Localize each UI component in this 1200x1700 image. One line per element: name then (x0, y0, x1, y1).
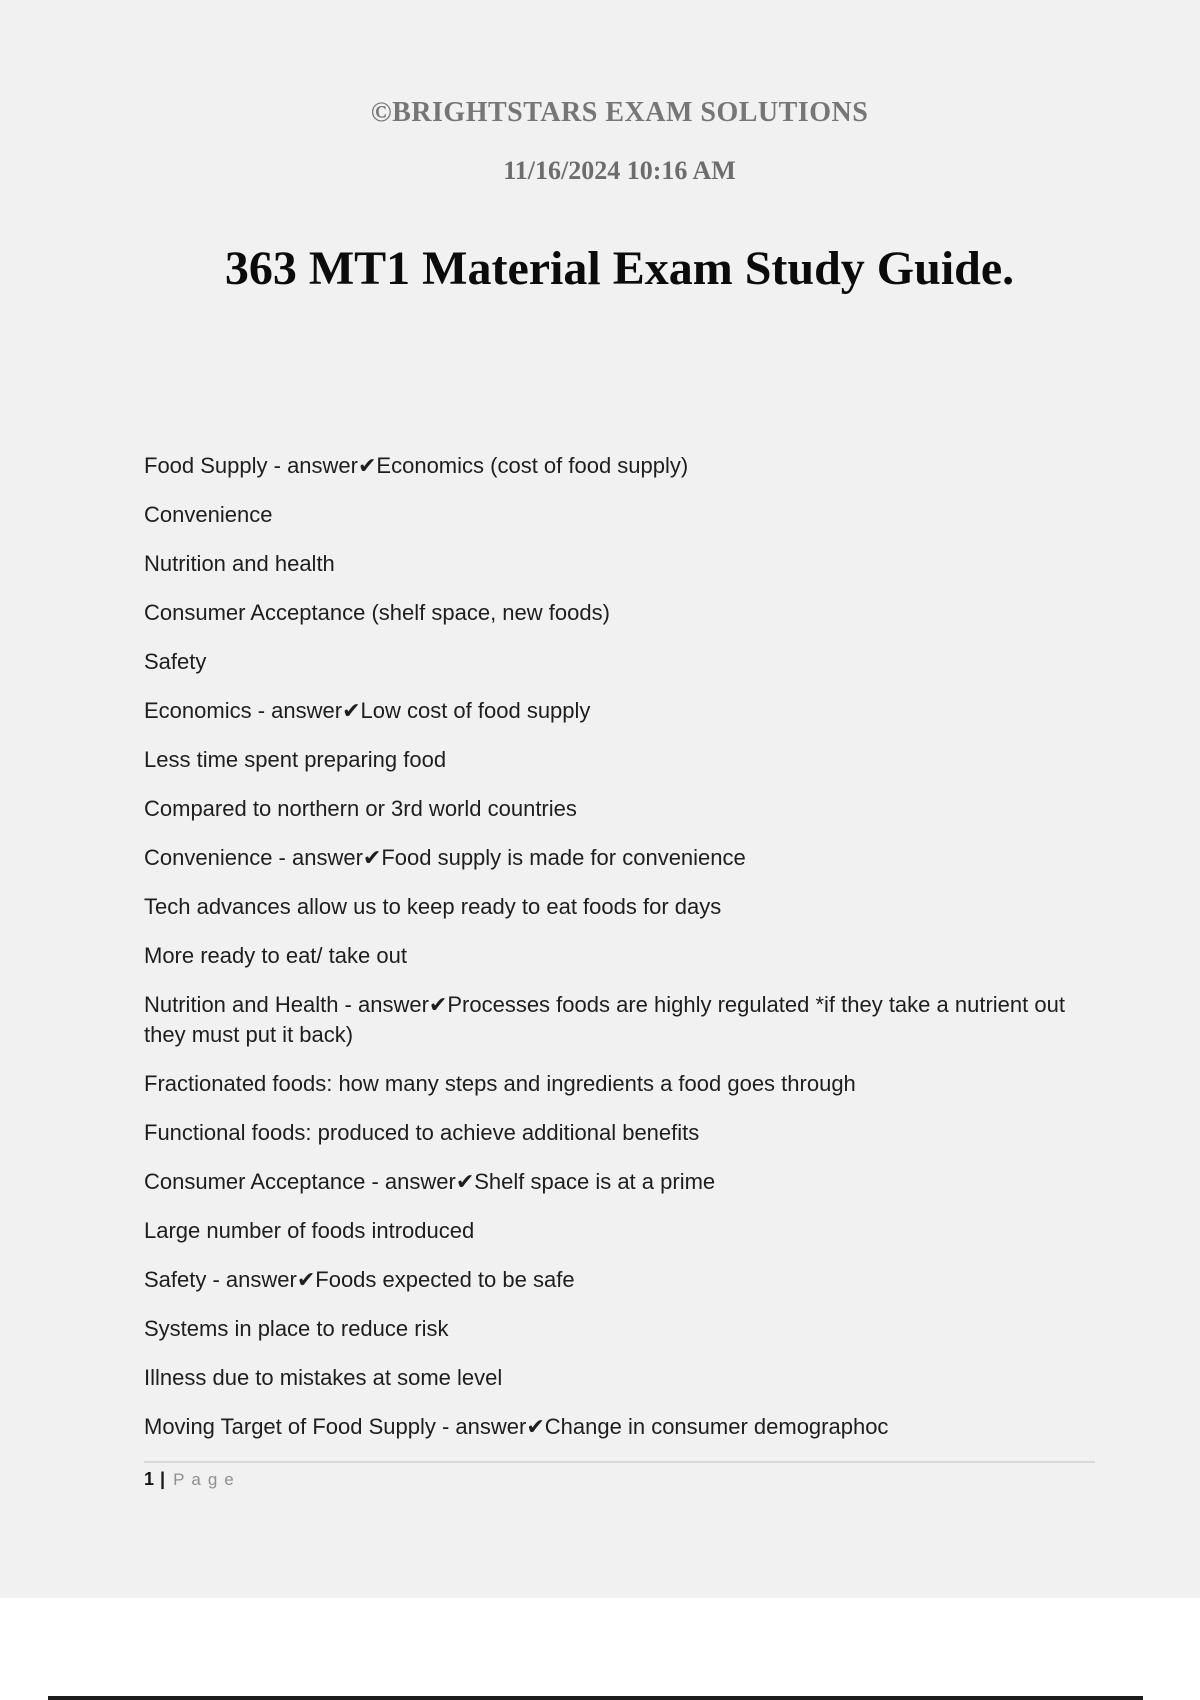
study-line: Food Supply - answer✔Economics (cost of food supply) (144, 453, 689, 478)
study-line: Safety (144, 649, 207, 674)
study-line: Moving Target of Food Supply - answer✔Change in consumer demographoc (144, 1414, 889, 1439)
study-line: Nutrition and Health - answer✔Processes foods are highly regulated *if they take a nutrient out they must put it back) (144, 992, 1065, 1047)
study-line: Safety - answer✔Foods expected to be safe (144, 1267, 575, 1292)
study-line: Functional foods: produced to achieve additional benefits (144, 1120, 700, 1145)
study-line: Tech advances allow us to keep ready to eat foods for days (144, 894, 722, 919)
document-datetime: 11/16/2024 10:16 AM (503, 156, 736, 185)
study-line: Nutrition and health (144, 551, 335, 576)
study-line: More ready to eat/ take out (144, 943, 407, 968)
study-line: Large number of foods introduced (144, 1218, 475, 1243)
page-number-separator: | (160, 1469, 166, 1489)
document-header (144, 97, 1095, 298)
study-line: Less time spent preparing food (144, 747, 447, 772)
page-footer (144, 1461, 1095, 1492)
copyright-brand-heading: ©BRIGHTSTARS EXAM SOLUTIONS (370, 97, 869, 128)
study-line: Economics - answer✔Low cost of food supply (144, 698, 591, 723)
footer-divider (144, 1461, 1095, 1463)
study-line: Consumer Acceptance - answer✔Shelf space is at a prime (144, 1169, 716, 1194)
footer-page-label (144, 1467, 1095, 1492)
study-line: Fractionated foods: how many steps and ingredients a food goes through (144, 1071, 856, 1096)
document-title: 363 MT1 Material Exam Study Guide. (224, 242, 1015, 295)
study-line: Convenience (144, 502, 273, 527)
study-guide-content (144, 451, 1095, 1442)
study-line: Illness due to mistakes at some level (144, 1365, 503, 1390)
page-number: 1 (144, 1469, 155, 1489)
study-line: Compared to northern or 3rd world countries (144, 796, 577, 821)
page-word: Page (173, 1470, 241, 1489)
study-line: Convenience - answer✔Food supply is made for convenience (144, 845, 746, 870)
study-line: Systems in place to reduce risk (144, 1316, 449, 1341)
study-line: Consumer Acceptance (shelf space, new foods) (144, 600, 610, 625)
next-page-top-border (48, 1696, 1143, 1700)
